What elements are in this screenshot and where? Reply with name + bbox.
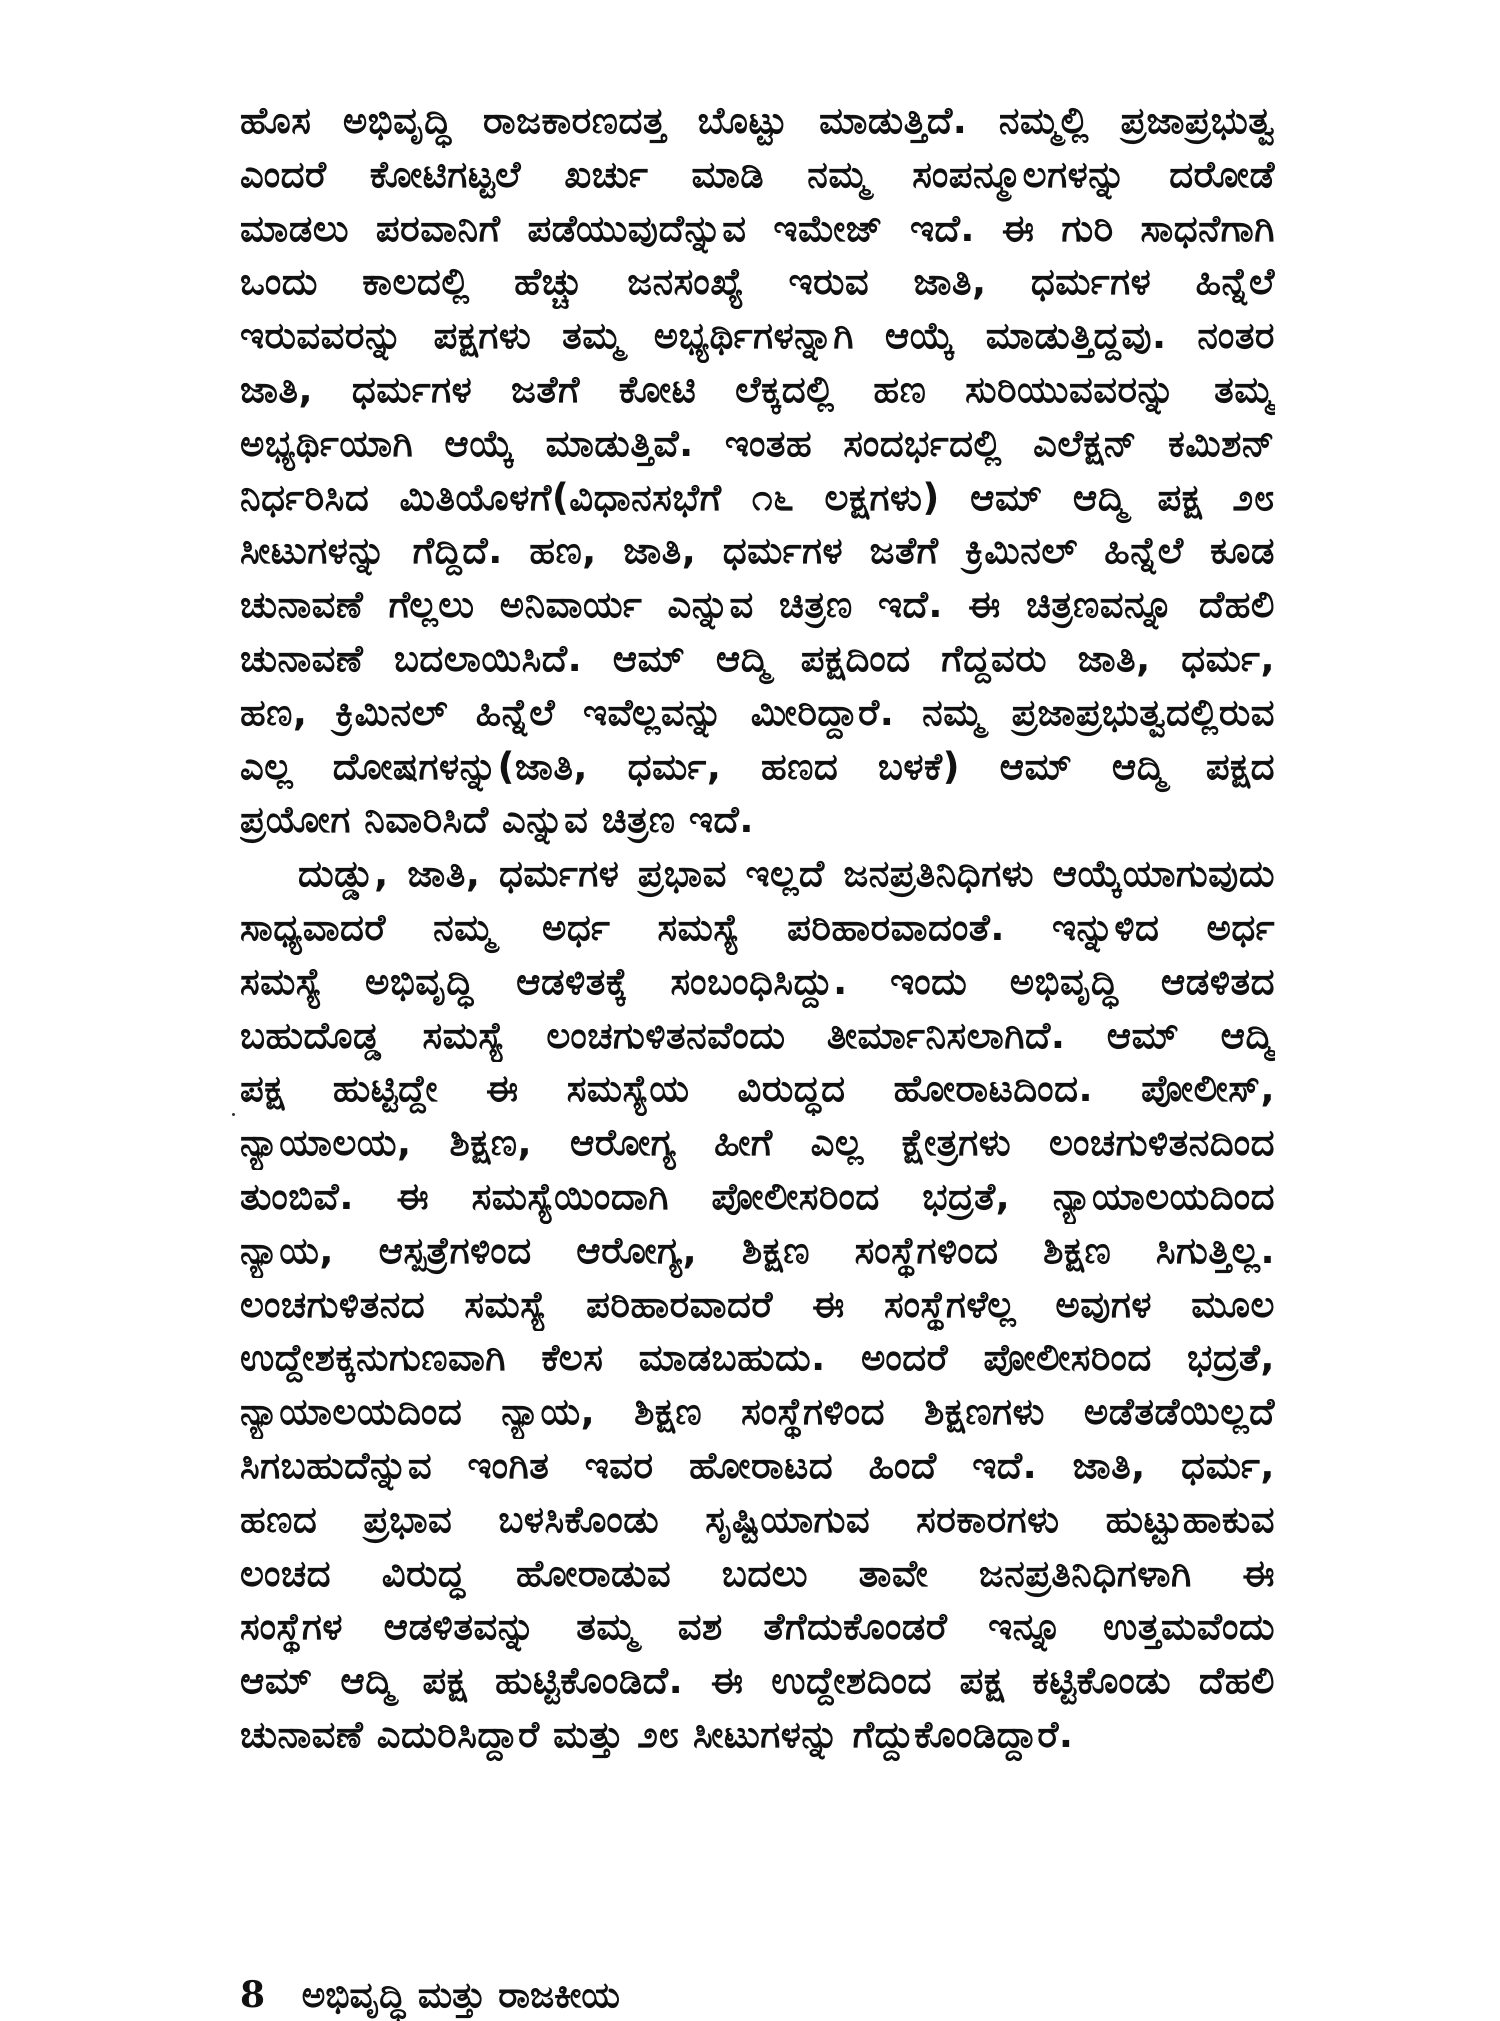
text-line: ಅಭ್ಯರ್ಥಿಯಾಗಿ ಆಯ್ಕೆ ಮಾಡುತ್ತಿವೆ. ಇಂತಹ ಸಂದರ್ಭದಲ್ಲಿ ಎಲೆಕ್ಷನ್ ಕಮಿಶನ್	[240, 421, 1275, 465]
text-line: ಹಣದ ಪ್ರಭಾವ ಬಳಸಿಕೊಂಡು ಸೃಷ್ಟಿಯಾಗುವ ಸರಕಾರಗಳು ಹುಟ್ಟುಹಾಕುವ	[240, 1497, 1275, 1541]
text-line: ಚುನಾವಣೆ ಎದುರಿಸಿದ್ದಾರೆ ಮತ್ತು ೨೮ ಸೀಟುಗಳನ್ನು ಗೆದ್ದುಕೊಂಡಿದ್ದಾರೆ.	[240, 1712, 1074, 1756]
text-line: ಆಮ್ ಆದ್ಮಿ ಪಕ್ಷ ಹುಟ್ಟಿಕೊಂಡಿದೆ. ಈ ಉದ್ದೇಶದಿಂದ ಪಕ್ಷ ಕಟ್ಟಿಕೊಂಡು ದೆಹಲಿ	[240, 1659, 1275, 1703]
text-line: ಲಂಚದ ವಿರುದ್ಧ ಹೋರಾಡುವ ಬದಲು ತಾವೇ ಜನಪ್ರತಿನಿಧಿಗಳಾಗಿ ಈ	[240, 1551, 1275, 1595]
text-line: ಸಾಧ್ಯವಾದರೆ ನಮ್ಮ ಅರ್ಧ ಸಮಸ್ಯೆ ಪರಿಹಾರವಾದಂತೆ. ಇನ್ನುಳಿದ ಅರ್ಧ	[240, 905, 1275, 949]
text-line: ನ್ಯಾಯಾಲಯ, ಶಿಕ್ಷಣ, ಆರೋಗ್ಯ ಹೀಗೆ ಎಲ್ಲ ಕ್ಷೇತ್ರಗಳು ಲಂಚಗುಳಿತನದಿಂದ	[240, 1121, 1275, 1165]
text-line: ಲಂಚಗುಳಿತನದ ಸಮಸ್ಯೆ ಪರಿಹಾರವಾದರೆ ಈ ಸಂಸ್ಥೆಗಳೆಲ್ಲ ಅವುಗಳ ಮೂಲ	[240, 1282, 1275, 1326]
body-text	[240, 94, 1275, 1762]
text-line: ಚುನಾವಣೆ ಬದಲಾಯಿಸಿದೆ. ಆಮ್ ಆದ್ಮಿ ಪಕ್ಷದಿಂದ ಗೆದ್ದವರು ಜಾತಿ, ಧರ್ಮ,	[240, 636, 1275, 680]
text-line: ಎಂದರೆ ಕೋಟಿಗಟ್ಟಲೆ ಖರ್ಚು ಮಾಡಿ ನಮ್ಮ ಸಂಪನ್ಮೂಲಗಳನ್ನು ದರೋಡೆ	[240, 152, 1275, 196]
text-line: ಇರುವವರನ್ನು ಪಕ್ಷಗಳು ತಮ್ಮ ಅಭ್ಯರ್ಥಿಗಳನ್ನಾಗಿ ಆಯ್ಕೆ ಮಾಡುತ್ತಿದ್ದವು. ನಂತರ	[240, 314, 1275, 358]
text-line: ನಿರ್ಧರಿಸಿದ ಮಿತಿಯೊಳಗೆ(ವಿಧಾನಸಭೆಗೆ ೧೬ ಲಕ್ಷಗಳು) ಆಮ್ ಆದ್ಮಿ ಪಕ್ಷ ೨೮	[240, 475, 1275, 519]
text-line: ನ್ಯಾಯಾಲಯದಿಂದ ನ್ಯಾಯ, ಶಿಕ್ಷಣ ಸಂಸ್ಥೆಗಳಿಂದ ಶಿಕ್ಷಣಗಳು ಅಡೆತಡೆಯಿಲ್ಲದೆ	[240, 1390, 1275, 1434]
text-line: ಹೊಸ ಅಭಿವೃದ್ಧಿ ರಾಜಕಾರಣದತ್ತ ಬೊಟ್ಟು ಮಾಡುತ್ತಿದೆ. ನಮ್ಮಲ್ಲಿ ಪ್ರಜಾಪ್ರಭುತ್ವ	[240, 99, 1275, 142]
text-line: ಸೀಟುಗಳನ್ನು ಗೆದ್ದಿದೆ. ಹಣ, ಜಾತಿ, ಧರ್ಮಗಳ ಜತೆಗೆ ಕ್ರಿಮಿನಲ್ ಹಿನ್ನೆಲೆ ಕೂಡ	[240, 529, 1275, 573]
text-line: ಸಂಸ್ಥೆಗಳ ಆಡಳಿತವನ್ನು ತಮ್ಮ ವಶ ತೆಗೆದುಕೊಂಡರೆ ಇನ್ನೂ ಉತ್ತಮವೆಂದು	[240, 1605, 1275, 1649]
stray-ink-mark	[232, 1113, 235, 1116]
text-line: ತುಂಬಿವೆ. ಈ ಸಮಸ್ಯೆಯಿಂದಾಗಿ ಪೋಲೀಸರಿಂದ ಭದ್ರತೆ, ನ್ಯಾಯಾಲಯದಿಂದ	[240, 1174, 1275, 1218]
text-line: ಮಾಡಲು ಪರವಾನಿಗೆ ಪಡೆಯುವುದೆನ್ನುವ ಇಮೇಜ್ ಇದೆ. ಈ ಗುರಿ ಸಾಧನೆಗಾಗಿ	[240, 206, 1275, 250]
text-line: ಉದ್ದೇಶಕ್ಕನುಗುಣವಾಗಿ ಕೆಲಸ ಮಾಡಬಹುದು. ಅಂದರೆ ಪೋಲೀಸರಿಂದ ಭದ್ರತೆ,	[240, 1336, 1275, 1380]
text-line: ನ್ಯಾಯ, ಆಸ್ಪತ್ರೆಗಳಿಂದ ಆರೋಗ್ಯ, ಶಿಕ್ಷಣ ಸಂಸ್ಥೆಗಳಿಂದ ಶಿಕ್ಷಣ ಸಿಗುತ್ತಿಲ್ಲ.	[240, 1228, 1275, 1272]
text-line: ಜಾತಿ, ಧರ್ಮಗಳ ಜತೆಗೆ ಕೋಟಿ ಲೆಕ್ಕದಲ್ಲಿ ಹಣ ಸುರಿಯುವವರನ್ನು ತಮ್ಮ	[240, 367, 1275, 411]
text-line: ಚುನಾವಣೆ ಗೆಲ್ಲಲು ಅನಿವಾರ್ಯ ಎನ್ನುವ ಚಿತ್ರಣ ಇದೆ. ಈ ಚಿತ್ರಣವನ್ನೂ ದೆಹಲಿ	[240, 583, 1275, 627]
text-line: ದುಡ್ಡು, ಜಾತಿ, ಧರ್ಮಗಳ ಪ್ರಭಾವ ಇಲ್ಲದೆ ಜನಪ್ರತಿನಿಧಿಗಳು ಆಯ್ಕೆಯಾಗುವುದು	[298, 852, 1275, 896]
paragraph-2	[240, 847, 1275, 1762]
text-line: ಸಿಗಬಹುದೆನ್ನುವ ಇಂಗಿತ ಇವರ ಹೋರಾಟದ ಹಿಂದೆ ಇದೆ. ಜಾತಿ, ಧರ್ಮ,	[240, 1443, 1275, 1487]
text-line: ಬಹುದೊಡ್ಡ ಸಮಸ್ಯೆ ಲಂಚಗುಳಿತನವೆಂದು ತೀರ್ಮಾನಿಸಲಾಗಿದೆ. ಆಮ್ ಆದ್ಮಿ	[240, 1013, 1275, 1057]
text-line: ಸಮಸ್ಯೆ ಅಭಿವೃದ್ಧಿ ಆಡಳಿತಕ್ಕೆ ಸಂಬಂಧಿಸಿದ್ದು. ಇಂದು ಅಭಿವೃದ್ಧಿ ಆಡಳಿತದ	[240, 959, 1275, 1003]
text-line: ಪ್ರಯೋಗ ನಿವಾರಿಸಿದೆ ಎನ್ನುವ ಚಿತ್ರಣ ಇದೆ.	[240, 798, 754, 842]
text-line: ಹಣ, ಕ್ರಿಮಿನಲ್ ಹಿನ್ನೆಲೆ ಇವೆಲ್ಲವನ್ನು ಮೀರಿದ್ದಾರೆ. ನಮ್ಮ ಪ್ರಜಾಪ್ರಭುತ್ವದಲ್ಲಿರುವ	[240, 690, 1275, 734]
page-number: 8	[240, 1974, 266, 2016]
page-footer	[240, 1970, 620, 2020]
running-title: ಅಭಿವೃದ್ಧಿ ಮತ್ತು ರಾಜಕೀಯ	[301, 1975, 620, 2016]
text-line: ಪಕ್ಷ ಹುಟ್ಟಿದ್ದೇ ಈ ಸಮಸ್ಯೆಯ ವಿರುದ್ಧದ ಹೋರಾಟದಿಂದ. ಪೋಲೀಸ್,	[240, 1067, 1275, 1111]
paragraph-1	[240, 94, 1275, 847]
text-line: ಎಲ್ಲ ದೋಷಗಳನ್ನು(ಜಾತಿ, ಧರ್ಮ, ಹಣದ ಬಳಕೆ) ಆಮ್ ಆದ್ಮಿ ಪಕ್ಷದ	[240, 744, 1275, 788]
text-line: ಒಂದು ಕಾಲದಲ್ಲಿ ಹೆಚ್ಚು ಜನಸಂಖ್ಯೆ ಇರುವ ಜಾತಿ, ಧರ್ಮಗಳ ಹಿನ್ನೆಲೆ	[240, 260, 1275, 304]
